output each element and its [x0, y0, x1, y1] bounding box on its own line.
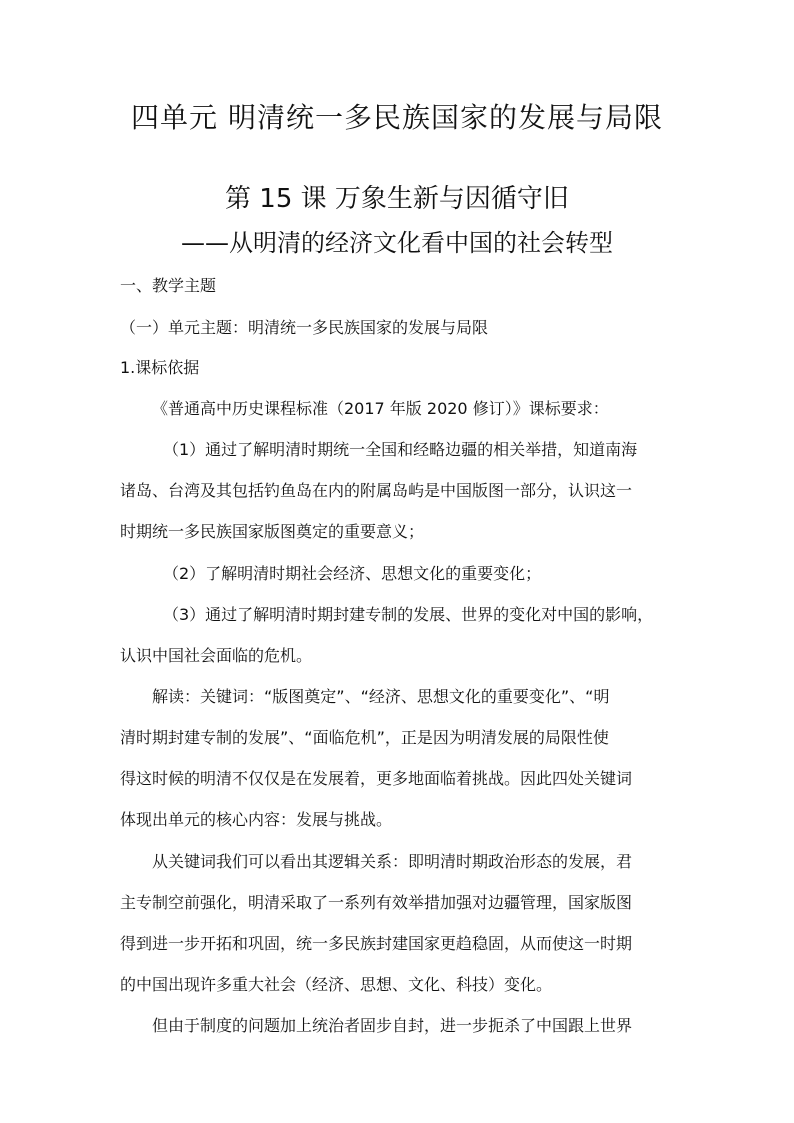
paragraph-line: 认识中国社会面临的危机。	[120, 646, 313, 665]
lesson-subtitle: ——从明清的经济文化看中国的社会转型	[181, 229, 613, 257]
item-heading: 1.课标依据	[120, 358, 200, 377]
paragraph-line: （3）通过了解明清时期封建专制的发展、世界的变化对中国的影响，	[163, 605, 654, 624]
paragraph-line: 体现出单元的核心内容：发展与挑战。	[120, 810, 393, 829]
paragraph-line: 主专制空前强化，明清采取了一系列有效举措加强对边疆管理，国家版图	[120, 893, 633, 912]
paragraph-line: 从关键词我们可以看出其逻辑关系：即明清时期政治形态的发展，君	[152, 852, 633, 871]
paragraph-line: 的中国出现许多重大社会（经济、思想、文化、科技）变化。	[120, 975, 553, 994]
lesson-title: 第 15 课 万象生新与因循守旧	[225, 184, 569, 214]
unit-title: 四单元 明清统一多民族国家的发展与局限	[131, 101, 663, 134]
paragraph-line: 清时期封建专制的发展”、“面临危机”，正是因为明清发展的局限性使	[120, 728, 609, 747]
subsection-heading: （一）单元主题：明清统一多民族国家的发展与局限	[120, 318, 489, 337]
paragraph-line: （2）了解明清时期社会经济、思想文化的重要变化；	[163, 564, 542, 583]
paragraph-line: 解读：关键词：“版图奠定”、“经济、思想文化的重要变化”、“明	[152, 687, 610, 706]
paragraph-line: 时期统一多民族国家版图奠定的重要意义；	[120, 522, 425, 541]
paragraph-line: 但由于制度的问题加上统治者固步自封，进一步扼杀了中国跟上世界	[152, 1016, 633, 1035]
paragraph-line: 得到进一步开拓和巩固，统一多民族封建国家更趋稳固，从而使这一时期	[120, 934, 633, 953]
section-heading: 一、教学主题	[120, 276, 217, 295]
paragraph-line: 《普通高中历史课程标准（2017 年版 2020 修订）》课标要求：	[152, 399, 609, 418]
paragraph-line: （1）通过了解明清时期统一全国和经略边疆的相关举措，知道南海	[163, 440, 638, 459]
paragraph-line: 得这时候的明清不仅仅是在发展着，更多地面临着挑战。因此四处关键词	[120, 769, 633, 788]
paragraph-line: 诸岛、台湾及其包括钓鱼岛在内的附属岛屿是中国版图一部分，认识这一	[120, 481, 633, 500]
